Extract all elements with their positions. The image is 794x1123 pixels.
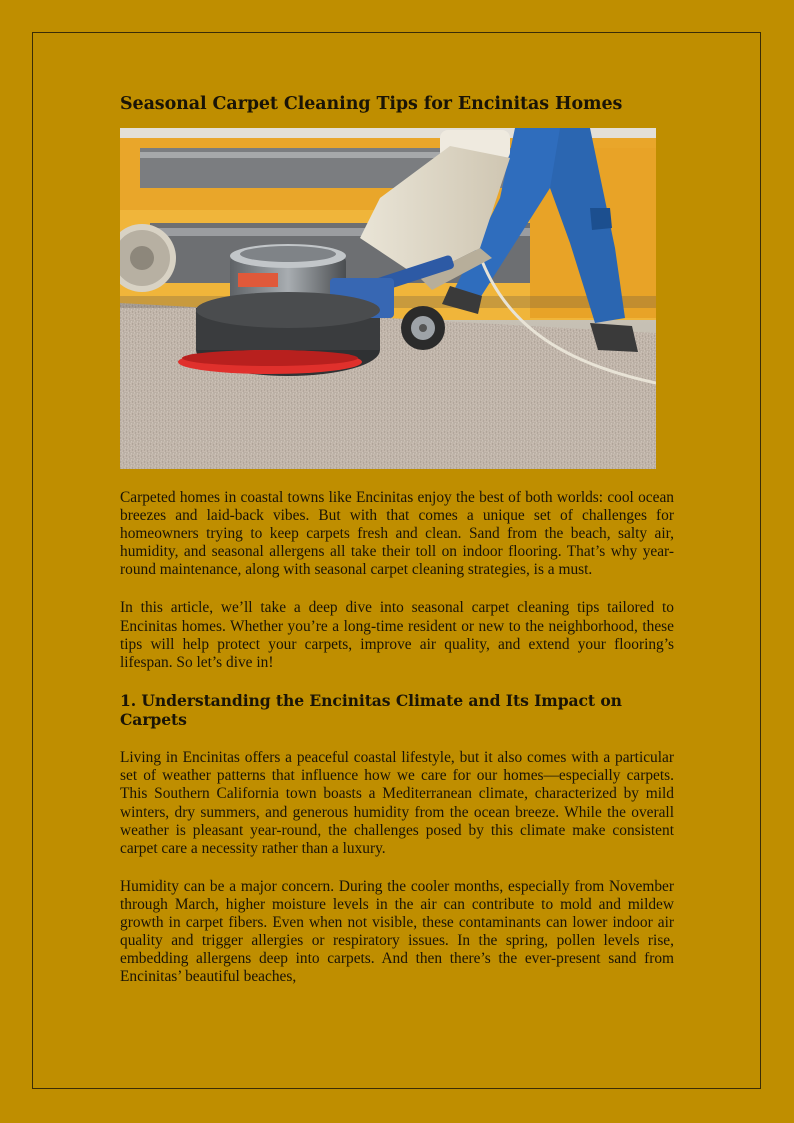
section-paragraph-2: Humidity can be a major concern. During the cooler months, especially from November through March, higher moisture levels in the air can contribute to mold and mildew growth in carpet fibers. Even when not visible, these contaminants can lower indoor air quality and trigger allergies or respiratory issues. In the spring, pollen levels rise, embedding allergens deep into carpets. And then there’s the ever-present sand from Encinitas’ beautiful beaches, bbox=[120, 877, 674, 986]
section-heading: 1. Understanding the Encinitas Climate and Its Impact on Carpets bbox=[120, 690, 622, 729]
intro-paragraph-1: Carpeted homes in coastal towns like Encinitas enjoy the best of both worlds: cool ocean breezes and laid-back vibes. But with that comes a unique set of challenges for homeowners trying to keep carpets fresh and clean. Sand from the beach, salty air, humidity, and seasonal allergens all take their toll on indoor flooring. That’s why year-round maintenance, along with seasonal carpet cleaning strategies, is a must. bbox=[120, 489, 674, 579]
article-title: Seasonal Carpet Cleaning Tips for Encinitas Homes bbox=[120, 94, 623, 114]
article bbox=[120, 94, 674, 1006]
intro-paragraph-2: In this article, we’ll take a deep dive into seasonal carpet cleaning tips tailored to Encinitas homes. Whether you’re a long-time resident or new to the neighborhood, these tips will help protect your carpets, improve air quality, and extend your flooring’s lifespan. So let’s dive in! bbox=[120, 599, 674, 671]
section-paragraph-1: Living in Encinitas offers a peaceful coastal lifestyle, but it also comes with a particular set of weather patterns that influence how we care for our homes—especially carpets. This Southern California town boasts a Mediterranean climate, characterized by mild winters, dry summers, and generous humidity from the ocean breeze. While the overall weather is pleasant year-round, the challenges posed by this climate make consistent carpet care a necessity rather than a luxury. bbox=[120, 749, 674, 857]
hero-image bbox=[120, 128, 656, 469]
